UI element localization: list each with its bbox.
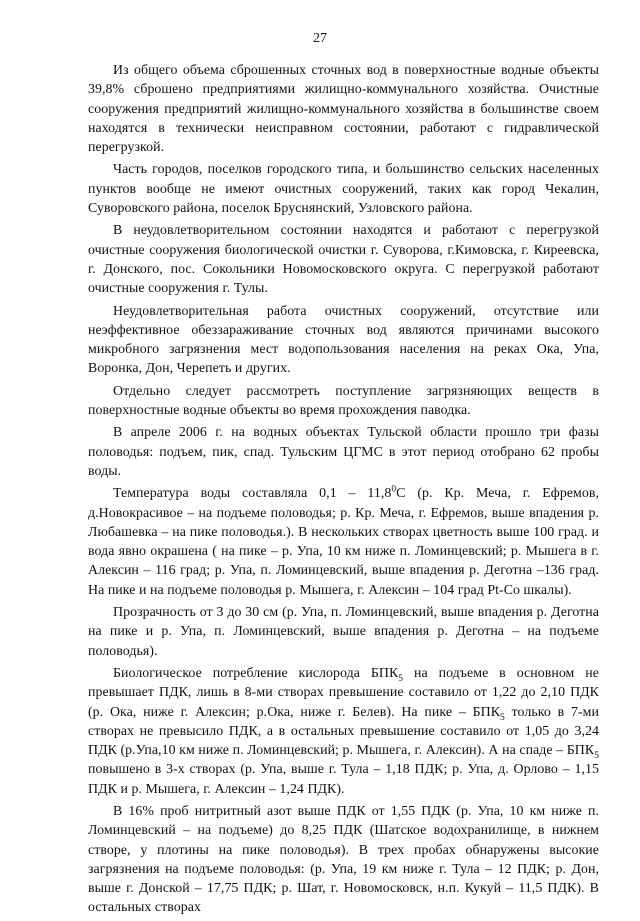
paragraph-text: повышено в 3-х створах (р. Упа, выше г. Тула – 1,18 ПДК; р. Упа, д. Орлово – 1,15 ПДК и р. Мышега, г. Алексин – 1,24 ПДК). — [88, 762, 599, 797]
paragraph-text: В неудовлетворительном состоянии находятся и работают с перегрузкой очистные сооружения биологической очистки г. Суворова, г.Кимовска, г. Киреевска, г. Донского, пос. Сокольники Новомосковского округа. С перегрузкой работают очистные сооружения г. Тулы. — [88, 223, 599, 297]
document-body — [88, 61, 599, 921]
paragraph — [88, 423, 599, 481]
paragraph-text: Часть городов, поселков городского типа, и большинство сельских населенных пунктов вообще не имеют очистных сооружений, таких как город Чекалин, Суворовского района, поселок Бруснянский, Узловского района. — [88, 162, 599, 217]
paragraph-text: Биологическое потребление кислорода БПК — [113, 665, 399, 681]
paragraph-text: на подъеме в основном не превышает ПДК, лишь в 8-ми створах превышение составило от 1,22 до 2,10 ПДК (р. Ока, ниже г. Алексин; р.Ока, ниже г. Белев). На пике – БПК — [88, 665, 599, 720]
paragraph-text: Из общего объема сброшенных сточных вод в поверхностные водные объекты 39,8% сброшено предприятиями жилищно-коммунального хозяйства. Очистные сооружения предприятий жилищно-коммунального хозяйства в большинстве своем находятся в технически неисправном состоянии, работают с гидравлической перегрузкой. — [88, 63, 599, 156]
paragraph-text: Прозрачность от 3 до 30 см (р. Упа, п. Ломинцевский, выше впадения р. Деготна на пике и р. Упа, п. Ломинцевский, выше впадения р. Деготна – на подъеме половодья). — [88, 605, 599, 659]
paragraph-text: С (р. Кр. Меча, г. Ефремов, д.Новокрасивое – на подъеме половодья; р. Кр. Меча, г. Ефремов, выше впадения р. Любашевка – на пике половодья.). В нескольких створах цветность выше 100 град. и вода явно окрашена ( на пике – р. Упа, 10 км ниже п. Ломинцевский; р. Мышега в г. Алексин – 116 град; р. Упа, п. Ломинцевский, выше впадения р. Деготна –136 град. На пике и на подъеме половодья р. Мышега, г. Алексин – 104 град Pt-Co шкалы). — [88, 486, 599, 598]
paragraph-text: только в 7-ми створах не превысило ПДК, а в остальных превышение составило от 1,05 до 3,24 ПДК (р.Упа,10 км ниже п. Ломинцевский; р. Мышега, г. Алексин). А на спаде – БПК — [88, 704, 599, 759]
paragraph — [88, 221, 599, 298]
paragraph — [88, 61, 599, 157]
subscript: 5 — [594, 750, 599, 761]
paragraph — [88, 302, 599, 379]
paragraph-text: Температура воды составляла 0,1 – 11,8 — [113, 486, 392, 502]
paragraph-text: Неудовлетворительная работа очистных сооружений, отсутствие или неэффективное обеззараживание сточных вод являются причинами высокого микробного загрязнения мест водопользования населения на реках Ока, Упа, Воронка, Дон, Черепеть и других. — [88, 303, 599, 377]
paragraph-text: В 16% проб нитритный азот выше ПДК от 1,55 ПДК (р. Упа, 10 км ниже п. Ломинцевский – на подъеме) до 8,25 ПДК (Шатское водохранилище, в нижнем створе, у плотины на пике половодья). В трех пробах обнаружены высокие загрязнения на подъеме половодья: (р. Упа, 19 км ниже г. Тула – 12 ПДК; р. Дон, выше г. Донской – 17,75 ПДК; р. Шат, г. Новомосковск, н.п. Кукуй – 11,5 ПДК). В остальных створах — [88, 803, 599, 916]
paragraph — [88, 382, 599, 421]
paragraph — [88, 802, 599, 918]
superscript: 0 — [391, 484, 397, 495]
page-number: 27 — [313, 31, 327, 46]
paragraph — [88, 484, 599, 600]
subscript: 5 — [500, 712, 505, 723]
paragraph — [88, 160, 599, 218]
paragraph — [88, 603, 599, 661]
paragraph-text: Отдельно следует рассмотреть поступление загрязняющих веществ в поверхностные водные объекты во время прохождения паводка. — [88, 383, 599, 419]
paragraph-text: В апреле 2006 г. на водных объектах Тульской области прошло три фазы половодья: подъем, пик, спад. Тульским ЦГМС в этот период отобрано 62 пробы воды. — [88, 425, 599, 479]
subscript: 5 — [398, 673, 404, 684]
paragraph — [88, 664, 599, 799]
